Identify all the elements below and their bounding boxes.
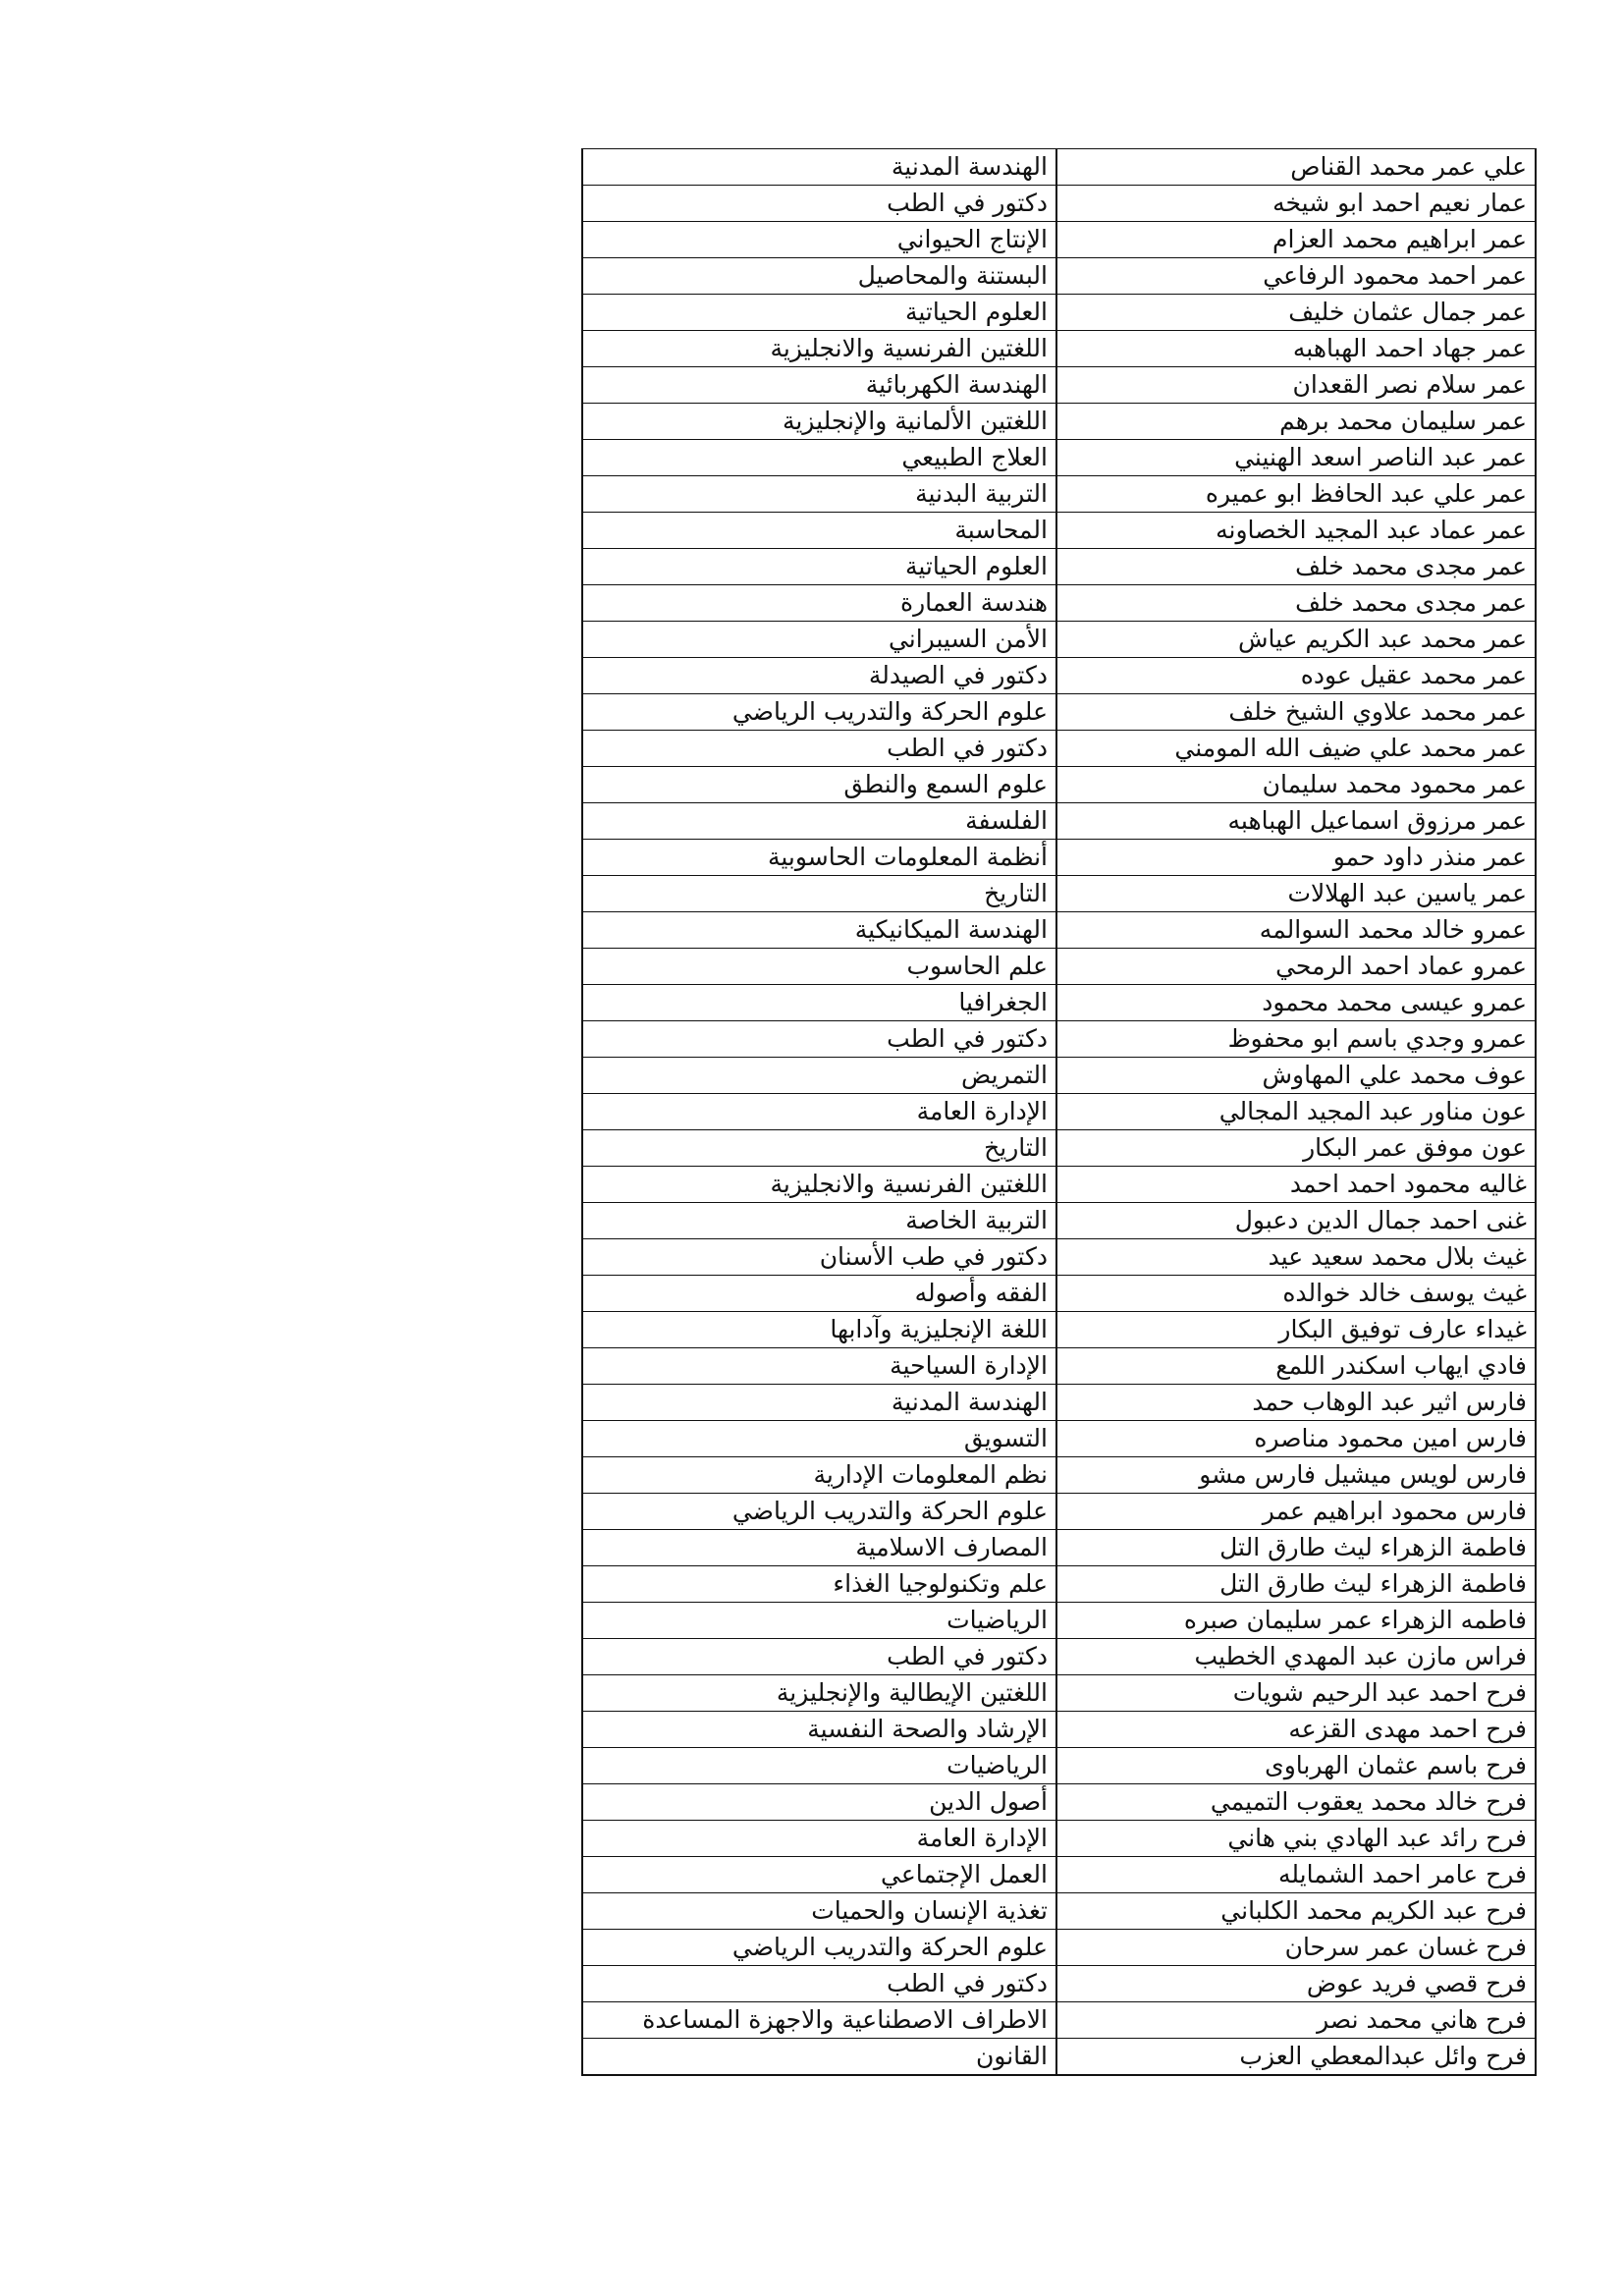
table-row <box>582 258 1536 295</box>
major-cell: الإرشاد والصحة النفسية <box>582 1712 1056 1748</box>
table-row <box>582 1530 1536 1566</box>
student-name-cell: عمر عماد عبد المجيد الخصاونه <box>1056 513 1536 549</box>
major-cell: دكتور في الطب <box>582 1021 1056 1058</box>
major-cell: الفقه وأصوله <box>582 1276 1056 1312</box>
student-name-cell: عون موفق عمر البكار <box>1056 1130 1536 1167</box>
student-name-cell: عمر محمود محمد سليمان <box>1056 767 1536 803</box>
table-row <box>582 1494 1536 1530</box>
roster-table <box>581 148 1537 2076</box>
major-cell: نظم المعلومات الإدارية <box>582 1457 1056 1494</box>
major-cell: علوم الحركة والتدريب الرياضي <box>582 1930 1056 1966</box>
major-cell: أصول الدين <box>582 1784 1056 1821</box>
major-cell: التاريخ <box>582 1130 1056 1167</box>
student-name-cell: عمرو خالد محمد السوالمه <box>1056 912 1536 949</box>
student-name-cell: عمرو عماد احمد الرمحي <box>1056 949 1536 985</box>
table-row <box>582 1094 1536 1130</box>
student-name-cell: فرح عبد الكريم محمد الكلباني <box>1056 1893 1536 1930</box>
major-cell: علم الحاسوب <box>582 949 1056 985</box>
student-name-cell: فراس مازن عبد المهدي الخطيب <box>1056 1639 1536 1675</box>
student-name-cell: عمر ابراهيم محمد العزام <box>1056 222 1536 258</box>
student-name-cell: عمر منذر داود حمو <box>1056 840 1536 876</box>
roster-table-wrapper <box>581 148 1527 2076</box>
major-cell: الأمن السيبراني <box>582 622 1056 658</box>
student-name-cell: عمر محمد عبد الكريم عياش <box>1056 622 1536 658</box>
table-row <box>582 2039 1536 2076</box>
major-cell: علوم الحركة والتدريب الرياضي <box>582 694 1056 731</box>
table-row <box>582 1421 1536 1457</box>
student-name-cell: عمر علي عبد الحافظ ابو عميره <box>1056 476 1536 513</box>
table-row <box>582 1457 1536 1494</box>
table-row <box>582 1639 1536 1675</box>
major-cell: التربية الخاصة <box>582 1203 1056 1239</box>
student-name-cell: علي عمر محمد القناص <box>1056 149 1536 186</box>
student-name-cell: عمر جهاد احمد الهباهبه <box>1056 331 1536 367</box>
table-row <box>582 1893 1536 1930</box>
table-row <box>582 1857 1536 1893</box>
major-cell: التمريض <box>582 1058 1056 1094</box>
student-name-cell: فارس امين محمود مناصره <box>1056 1421 1536 1457</box>
major-cell: الجغرافيا <box>582 985 1056 1021</box>
major-cell: القانون <box>582 2039 1056 2076</box>
student-name-cell: عمر ياسين عبد الهلالات <box>1056 876 1536 912</box>
table-row <box>582 222 1536 258</box>
table-row <box>582 949 1536 985</box>
table-row <box>582 1712 1536 1748</box>
major-cell: العلوم الحياتية <box>582 295 1056 331</box>
table-row <box>582 767 1536 803</box>
major-cell: دكتور في الطب <box>582 731 1056 767</box>
major-cell: الهندسة المدنية <box>582 1385 1056 1421</box>
table-row <box>582 876 1536 912</box>
student-name-cell: فرح عامر احمد الشمايله <box>1056 1857 1536 1893</box>
student-name-cell: فاطمة الزهراء ليث طارق التل <box>1056 1530 1536 1566</box>
student-name-cell: عمرو وجدي باسم ابو محفوظ <box>1056 1021 1536 1058</box>
table-row <box>582 1239 1536 1276</box>
table-row <box>582 1603 1536 1639</box>
major-cell: الإنتاج الحيواني <box>582 222 1056 258</box>
table-row <box>582 549 1536 585</box>
table-row <box>582 2002 1536 2039</box>
major-cell: العلوم الحياتية <box>582 549 1056 585</box>
major-cell: هندسة العمارة <box>582 585 1056 622</box>
student-name-cell: فرح قصي فريد عوض <box>1056 1966 1536 2002</box>
table-row <box>582 1348 1536 1385</box>
student-name-cell: غيث يوسف خالد خوالده <box>1056 1276 1536 1312</box>
table-row <box>582 367 1536 404</box>
table-row <box>582 1566 1536 1603</box>
major-cell: المحاسبة <box>582 513 1056 549</box>
major-cell: التاريخ <box>582 876 1056 912</box>
table-row <box>582 1930 1536 1966</box>
student-name-cell: عمر مجدى محمد خلف <box>1056 585 1536 622</box>
major-cell: الإدارة العامة <box>582 1094 1056 1130</box>
student-name-cell: عون مناور عبد المجيد المجالي <box>1056 1094 1536 1130</box>
table-row <box>582 476 1536 513</box>
student-name-cell: غنى احمد جمال الدين دعبول <box>1056 1203 1536 1239</box>
table-row <box>582 658 1536 694</box>
table-row <box>582 731 1536 767</box>
student-name-cell: غيداء عارف توفيق البكار <box>1056 1312 1536 1348</box>
major-cell: دكتور في طب الأسنان <box>582 1239 1056 1276</box>
table-row <box>582 1130 1536 1167</box>
table-row <box>582 295 1536 331</box>
major-cell: دكتور في الصيدلة <box>582 658 1056 694</box>
table-row <box>582 1385 1536 1421</box>
student-name-cell: فرح وائل عبدالمعطي العزب <box>1056 2039 1536 2076</box>
major-cell: دكتور في الطب <box>582 186 1056 222</box>
student-name-cell: عمر مرزوق اسماعيل الهباهبه <box>1056 803 1536 840</box>
major-cell: اللغتين الفرنسية والانجليزية <box>582 331 1056 367</box>
table-row <box>582 1276 1536 1312</box>
major-cell: الاطراف الاصطناعية والاجهزة المساعدة <box>582 2002 1056 2039</box>
table-row <box>582 985 1536 1021</box>
roster-table-body <box>582 149 1536 2076</box>
table-row <box>582 803 1536 840</box>
major-cell: الهندسة المدنية <box>582 149 1056 186</box>
table-row <box>582 1312 1536 1348</box>
student-name-cell: عمر محمد علي ضيف الله المومني <box>1056 731 1536 767</box>
major-cell: اللغة الإنجليزية وآدابها <box>582 1312 1056 1348</box>
table-row <box>582 440 1536 476</box>
major-cell: التسويق <box>582 1421 1056 1457</box>
major-cell: الإدارة السياحية <box>582 1348 1056 1385</box>
major-cell: أنظمة المعلومات الحاسوبية <box>582 840 1056 876</box>
student-name-cell: عمار نعيم احمد ابو شيخه <box>1056 186 1536 222</box>
table-row <box>582 1675 1536 1712</box>
major-cell: تغذية الإنسان والحميات <box>582 1893 1056 1930</box>
major-cell: دكتور في الطب <box>582 1966 1056 2002</box>
major-cell: الهندسة الميكانيكية <box>582 912 1056 949</box>
student-name-cell: عمر محمد عقيل عوده <box>1056 658 1536 694</box>
student-name-cell: غاليه محمود احمد احمد <box>1056 1167 1536 1203</box>
table-row <box>582 1821 1536 1857</box>
major-cell: العلاج الطبيعي <box>582 440 1056 476</box>
table-row <box>582 1058 1536 1094</box>
table-row <box>582 585 1536 622</box>
student-name-cell: فادي ايهاب اسكندر اللمع <box>1056 1348 1536 1385</box>
major-cell: المصارف الاسلامية <box>582 1530 1056 1566</box>
student-name-cell: عمر مجدى محمد خلف <box>1056 549 1536 585</box>
table-row <box>582 331 1536 367</box>
table-row <box>582 1021 1536 1058</box>
student-name-cell: عمرو عيسى محمد محمود <box>1056 985 1536 1021</box>
major-cell: اللغتين الإيطالية والإنجليزية <box>582 1675 1056 1712</box>
table-row <box>582 622 1536 658</box>
student-name-cell: فارس اثير عبد الوهاب حمد <box>1056 1385 1536 1421</box>
student-name-cell: عمر عبد الناصر اسعد الهنيني <box>1056 440 1536 476</box>
table-row <box>582 404 1536 440</box>
student-name-cell: فرح هاني محمد نصر <box>1056 2002 1536 2039</box>
table-row <box>582 912 1536 949</box>
student-name-cell: عمر سليمان محمد برهم <box>1056 404 1536 440</box>
student-name-cell: فرح احمد مهدى القزعه <box>1056 1712 1536 1748</box>
table-row <box>582 1167 1536 1203</box>
major-cell: دكتور في الطب <box>582 1639 1056 1675</box>
table-row <box>582 513 1536 549</box>
table-row <box>582 149 1536 186</box>
student-name-cell: فرح باسم عثمان الهرباوى <box>1056 1748 1536 1784</box>
major-cell: علوم الحركة والتدريب الرياضي <box>582 1494 1056 1530</box>
student-name-cell: فارس لويس ميشيل فارس مشو <box>1056 1457 1536 1494</box>
table-row <box>582 1784 1536 1821</box>
student-name-cell: عمر احمد محمود الرفاعي <box>1056 258 1536 295</box>
table-row <box>582 840 1536 876</box>
table-row <box>582 1203 1536 1239</box>
table-row <box>582 1966 1536 2002</box>
major-cell: الرياضيات <box>582 1748 1056 1784</box>
major-cell: اللغتين الفرنسية والانجليزية <box>582 1167 1056 1203</box>
student-name-cell: فارس محمود ابراهيم عمر <box>1056 1494 1536 1530</box>
student-name-cell: عمر جمال عثمان خليف <box>1056 295 1536 331</box>
student-name-cell: فرح خالد محمد يعقوب التميمي <box>1056 1784 1536 1821</box>
student-name-cell: عمر سلام نصر القعدان <box>1056 367 1536 404</box>
student-name-cell: غيث بلال محمد سعيد عيد <box>1056 1239 1536 1276</box>
student-name-cell: فاطمه الزهراء عمر سليمان صبره <box>1056 1603 1536 1639</box>
major-cell: الهندسة الكهربائية <box>582 367 1056 404</box>
student-name-cell: عمر محمد علاوي الشيخ خلف <box>1056 694 1536 731</box>
major-cell: اللغتين الألمانية والإنجليزية <box>582 404 1056 440</box>
student-name-cell: فاطمة الزهراء ليث طارق التل <box>1056 1566 1536 1603</box>
major-cell: علوم السمع والنطق <box>582 767 1056 803</box>
student-name-cell: فرح غسان عمر سرحان <box>1056 1930 1536 1966</box>
student-name-cell: فرح رائد عبد الهادي بني هاني <box>1056 1821 1536 1857</box>
major-cell: الرياضيات <box>582 1603 1056 1639</box>
major-cell: الفلسفة <box>582 803 1056 840</box>
table-row <box>582 186 1536 222</box>
major-cell: علم وتكنولوجيا الغذاء <box>582 1566 1056 1603</box>
major-cell: البستنة والمحاصيل <box>582 258 1056 295</box>
student-name-cell: فرح احمد عبد الرحيم شويات <box>1056 1675 1536 1712</box>
student-name-cell: عوف محمد علي المهاوش <box>1056 1058 1536 1094</box>
major-cell: التربية البدنية <box>582 476 1056 513</box>
major-cell: العمل الإجتماعي <box>582 1857 1056 1893</box>
major-cell: الإدارة العامة <box>582 1821 1056 1857</box>
table-row <box>582 1748 1536 1784</box>
table-row <box>582 694 1536 731</box>
